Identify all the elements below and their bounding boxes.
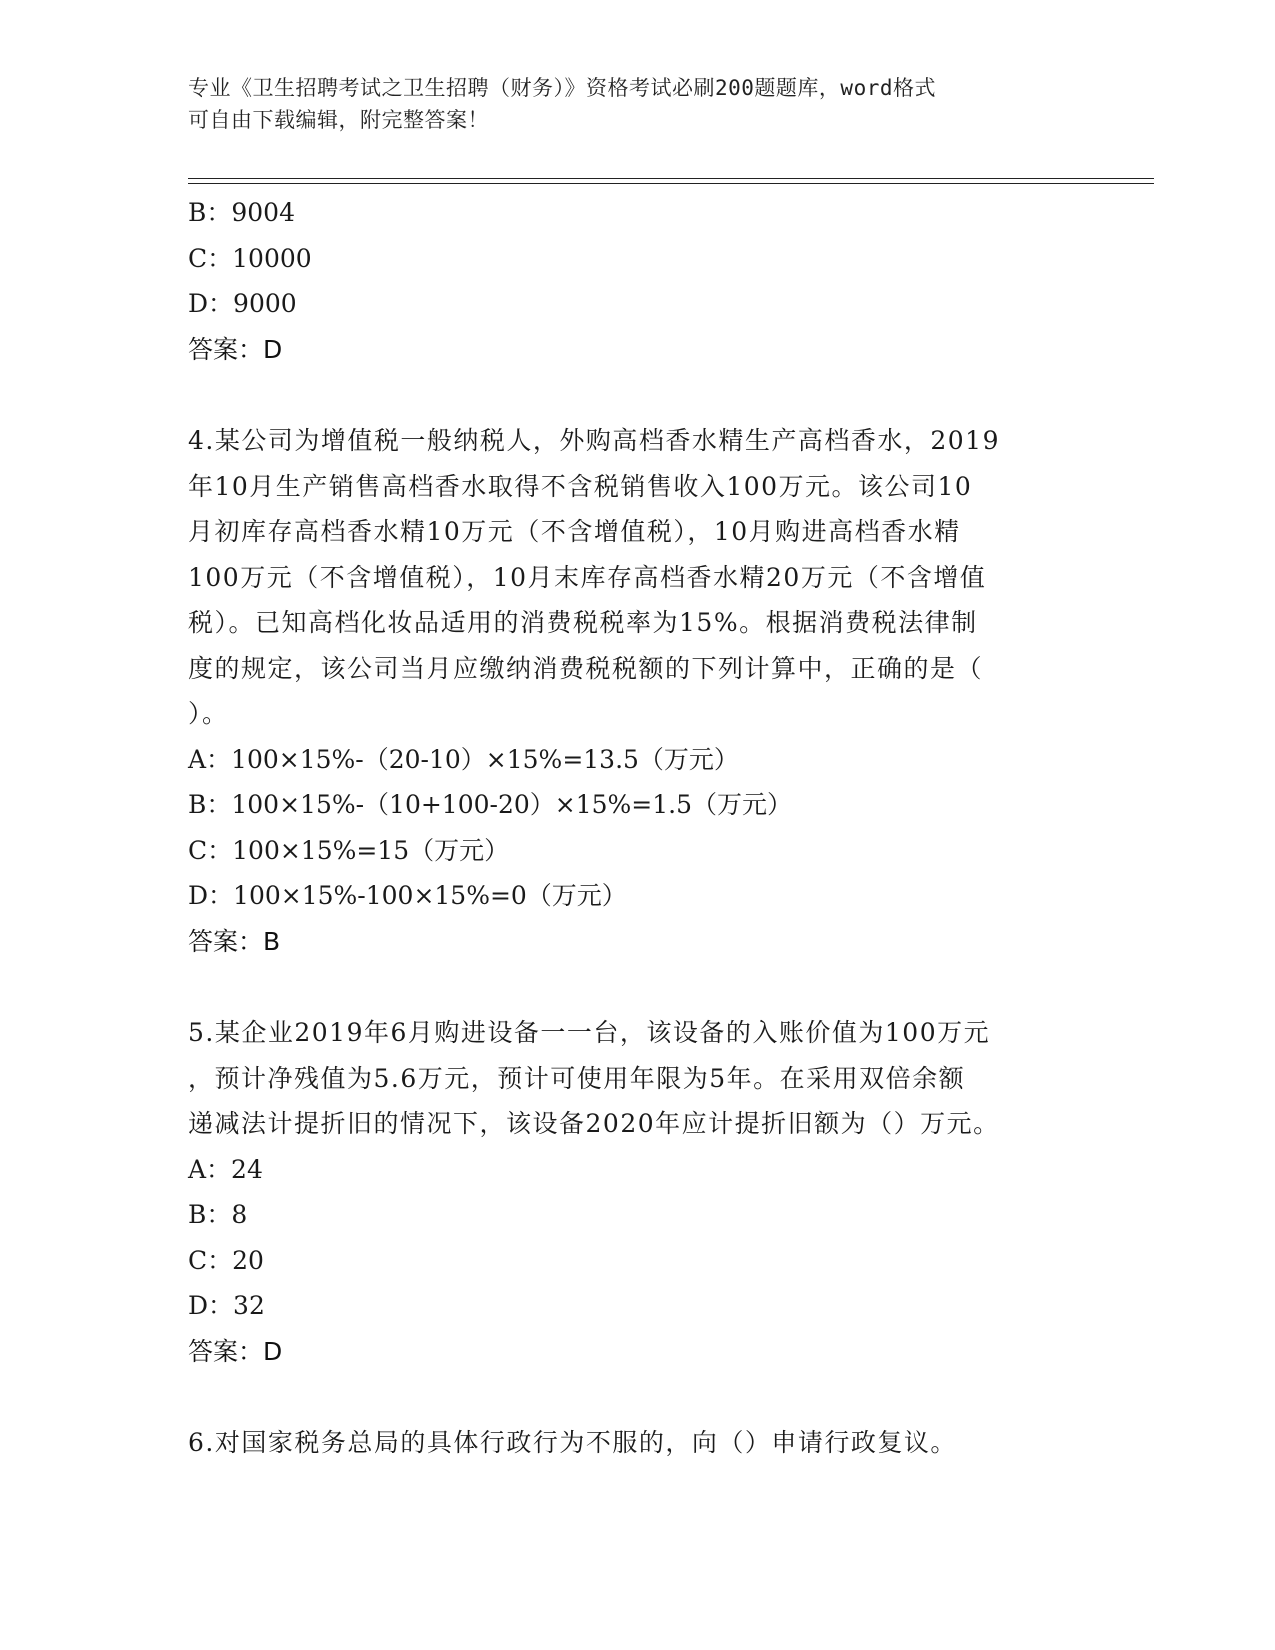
header-divider-top <box>188 178 1154 179</box>
question-3 <box>188 190 1078 372</box>
question-text-line: ）。 <box>188 699 229 728</box>
question-4 <box>188 418 1078 964</box>
option-b: B：9004 <box>188 198 295 227</box>
option-c: C：10000 <box>188 243 312 273</box>
spacer <box>188 1374 1078 1420</box>
question-6 <box>188 1420 1078 1466</box>
question-text-line: ，预计净残值为5.6万元，预计可使用年限为5年。在采用双倍余额 <box>188 1063 966 1093</box>
option-a: A：24 <box>188 1154 263 1184</box>
question-text-line: 年10月生产销售高档香水取得不含税销售收入100万元。该公司10 <box>188 471 973 501</box>
document-body <box>188 190 1078 1466</box>
header-line-1: 专业《卫生招聘考试之卫生招聘（财务）》资格考试必刷200题题库，word格式 <box>188 76 936 100</box>
option-c: C：20 <box>188 1245 264 1275</box>
option-c: C：100×15%=15（万元） <box>188 835 510 865</box>
answer-line: 答案：B <box>188 926 281 956</box>
question-text-line: 4.某公司为增值税一般纳税人，外购高档香水精生产高档香水，2019 <box>188 426 1000 455</box>
option-d: D：100×15%-100×15%=0（万元） <box>188 881 627 910</box>
answer-line: 答案：D <box>188 1336 283 1366</box>
page-header <box>188 72 1068 136</box>
option-a: A：100×15%-（20-10）×15%=13.5（万元） <box>188 744 739 774</box>
header-line-2: 可自由下载编辑，附完整答案！ <box>188 108 489 132</box>
question-text-line: 度的规定，该公司当月应缴纳消费税税额的下列计算中，正确的是（ <box>188 653 984 683</box>
question-text-line: 100万元（不含增值税），10月末库存高档香水精20万元（不含增值 <box>188 562 987 592</box>
question-text-line: 5.某企业2019年6月购进设备一一台，该设备的入账价值为100万元 <box>188 1018 991 1047</box>
spacer <box>188 372 1078 418</box>
answer-line: 答案：D <box>188 334 283 364</box>
option-d: D：9000 <box>188 289 297 318</box>
spacer <box>188 964 1078 1010</box>
option-b: B：100×15%-（10+100-20）×15%=1.5（万元） <box>188 790 793 819</box>
question-text-line: 税）。已知高档化妆品适用的消费税税率为15%。根据消费税法律制 <box>188 608 978 637</box>
question-text-line: 月初库存高档香水精10万元（不含增值税），10月购进高档香水精 <box>188 517 961 546</box>
question-text-line: 递减法计提折旧的情况下，该设备2020年应计提折旧额为（）万元。 <box>188 1109 1000 1138</box>
question-text-line: 6.对国家税务总局的具体行政行为不服的，向（）申请行政复议。 <box>188 1428 957 1457</box>
option-d: D：32 <box>188 1291 265 1320</box>
question-5 <box>188 1010 1078 1374</box>
header-divider-bottom <box>188 183 1154 184</box>
option-b: B：8 <box>188 1200 248 1229</box>
